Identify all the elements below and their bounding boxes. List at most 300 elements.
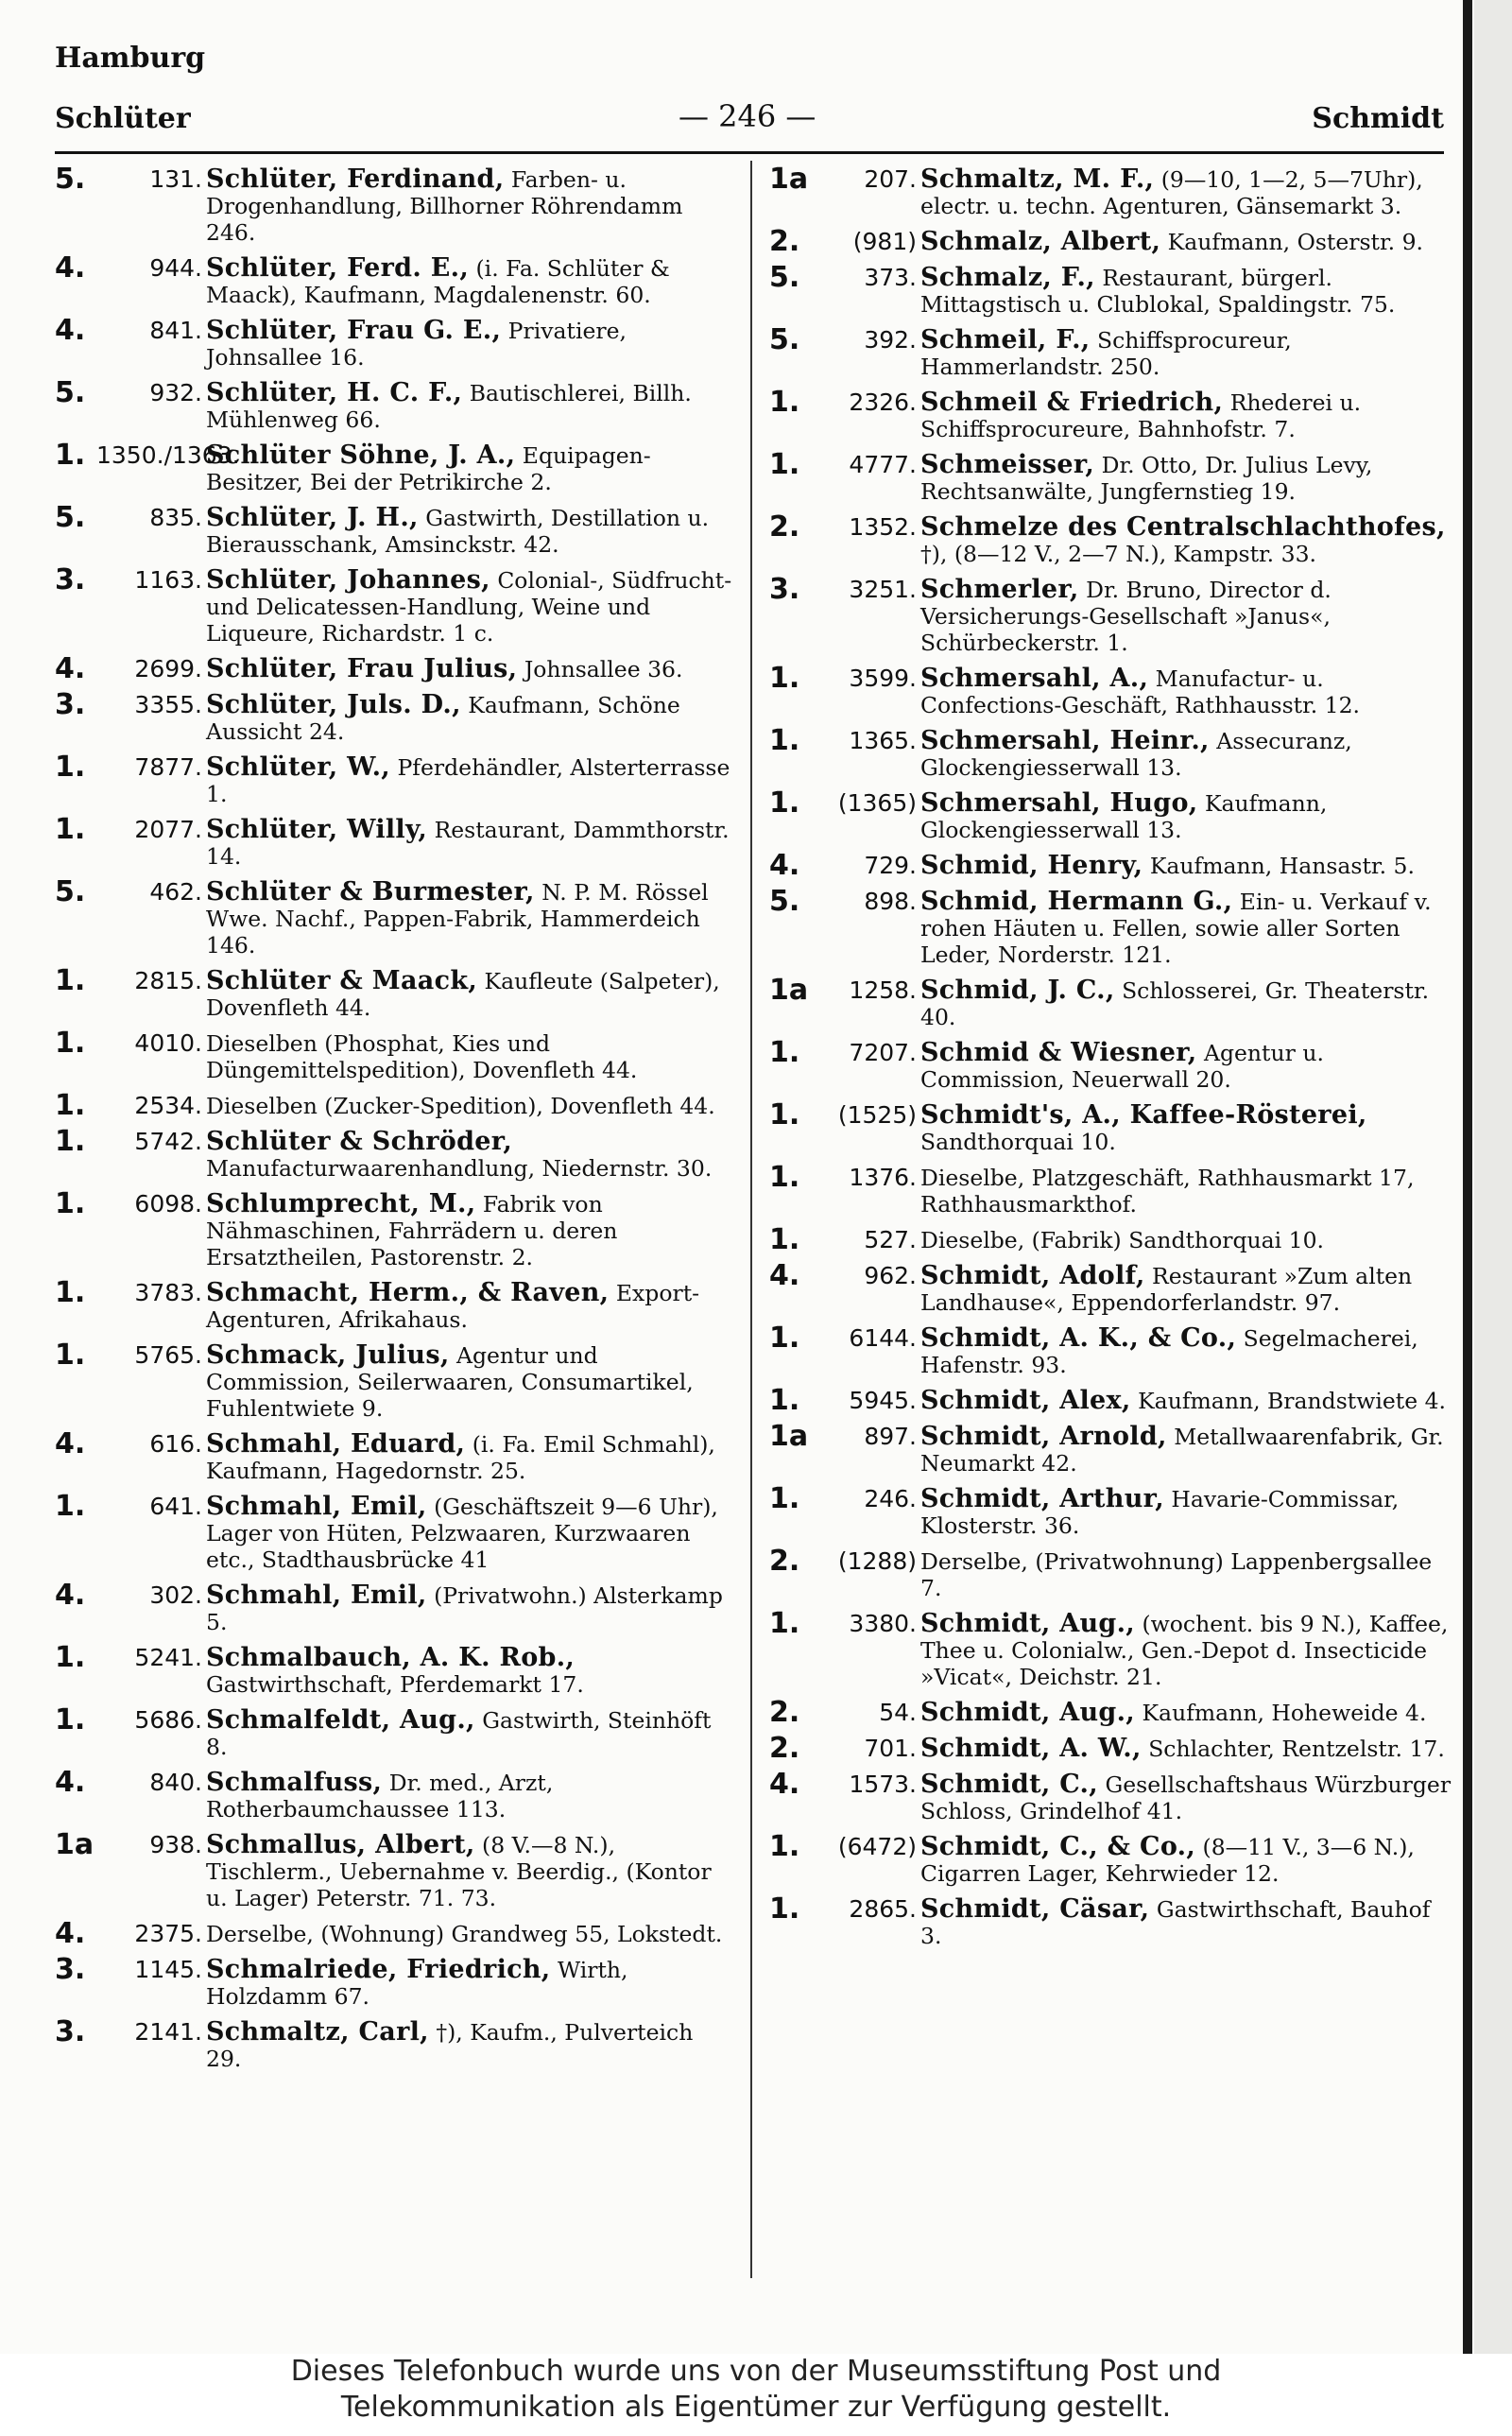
exchange-prefix: 1. xyxy=(55,439,86,472)
subscriber-details: Kaufmann, Osterstr. 9. xyxy=(1167,229,1424,255)
phone-number: 3355. xyxy=(134,691,202,718)
subscriber-details: Agentur und Commission, Seilerwaaren, Consumartikel, Fuhlentwiete 9. xyxy=(206,1342,694,1422)
directory-entry xyxy=(769,1482,1452,1539)
subscriber-name: Schmidt, Arthur, xyxy=(920,1484,1164,1513)
directory-entry xyxy=(55,1641,735,1698)
phone-number: 6098. xyxy=(134,1190,202,1218)
left-column xyxy=(55,163,735,2082)
directory-entry xyxy=(55,1766,735,1823)
phone-number: 898. xyxy=(864,888,917,915)
subscriber-name: Schmeil, F., xyxy=(920,325,1091,354)
subscriber-name: Schmacht, Herm., & Raven, xyxy=(206,1278,610,1307)
phone-number: 616. xyxy=(149,1430,202,1458)
subscriber-details: Restaurant »Zum alten Landhause«, Eppendorferlandstr. 97. xyxy=(920,1263,1413,1316)
phone-number: 701. xyxy=(864,1735,917,1762)
header-city: Hamburg xyxy=(55,42,206,75)
subscriber-name: Schlüter & Schröder, xyxy=(206,1127,513,1156)
subscriber-name: Schmidt, C., xyxy=(920,1770,1098,1799)
exchange-prefix: 4. xyxy=(55,314,86,347)
subscriber-details: (9—10, 1—2, 5—7Uhr), electr. u. techn. Agenturen, Gänsemarkt 3. xyxy=(920,166,1423,219)
exchange-prefix: 1. xyxy=(769,662,800,695)
subscriber-name: Schmeisser, xyxy=(920,450,1095,479)
directory-entry xyxy=(55,1276,735,1333)
exchange-prefix: 2. xyxy=(769,225,800,258)
exchange-prefix: 3. xyxy=(769,573,800,606)
exchange-prefix: 1. xyxy=(769,1098,800,1132)
phone-number: 1365. xyxy=(849,727,917,754)
exchange-prefix: 1. xyxy=(769,1482,800,1515)
phone-number: 207. xyxy=(864,165,917,193)
subscriber-details: Kaufleute (Salpeter), Dovenfleth 44. xyxy=(206,968,720,1021)
directory-entry xyxy=(55,1917,735,1950)
exchange-prefix: 1. xyxy=(55,1276,86,1309)
subscriber-details: Restaurant, bürgerl. Mittagstisch u. Clublokal, Spaldingstr. 75. xyxy=(920,265,1396,318)
subscriber-details: Dieselben (Zucker-Spedition), Dovenfleth 44. xyxy=(206,1093,715,1119)
subscriber-name: Schlüter, Frau G. E., xyxy=(206,316,502,345)
subscriber-name: Schmalriede, Friedrich, xyxy=(206,1955,551,1984)
footer-line-2: Telekommunikation als Eigentümer zur Verfügung gestellt. xyxy=(340,2391,1172,2424)
directory-entry xyxy=(769,261,1452,318)
exchange-prefix: 1. xyxy=(769,1607,800,1640)
directory-entry xyxy=(55,1187,735,1270)
phone-number: 938. xyxy=(149,1831,202,1858)
exchange-prefix: 4. xyxy=(55,652,86,685)
subscriber-details: Agentur u. Commission, Neuerwall 20. xyxy=(920,1040,1324,1093)
subscriber-details: Schiffsprocureur, Hammerlandstr. 250. xyxy=(920,327,1292,380)
exchange-prefix: 5. xyxy=(769,885,800,918)
subscriber-name: Schmallus, Albert, xyxy=(206,1830,475,1859)
subscriber-name: Schmid, Hermann G., xyxy=(920,887,1233,916)
phone-number: 2815. xyxy=(134,967,202,994)
exchange-prefix: 1. xyxy=(55,1490,86,1523)
directory-entry xyxy=(769,1607,1452,1690)
subscriber-details: (Geschäftszeit 9—6 Uhr), Lager von Hüten, Pelzwaaren, Kurzwaaren etc., Stadthausbrücke 41 xyxy=(206,1494,718,1573)
phone-number: 54. xyxy=(879,1699,917,1726)
directory-entry xyxy=(55,1089,735,1122)
directory-entry xyxy=(769,225,1452,258)
phone-number: 1573. xyxy=(849,1771,917,1798)
phone-number: 2141. xyxy=(134,2018,202,2046)
exchange-prefix: 2. xyxy=(769,510,800,544)
subscriber-details: Gesellschaftshaus Würzburger Schloss, Grindelhof 41. xyxy=(920,1771,1452,1824)
phone-number: 897. xyxy=(864,1423,917,1450)
subscriber-name: Schmeil & Friedrich, xyxy=(920,388,1224,417)
subscriber-details: (8—11 V., 3—6 N.), Cigarren Lager, Kehrwieder 12. xyxy=(920,1834,1415,1887)
subscriber-details: Colonial-, Südfrucht- und Delicatessen-Handlung, Weine und Liqueure, Richardstr. 1 c. xyxy=(206,567,732,647)
exchange-prefix: 1. xyxy=(55,1187,86,1220)
exchange-prefix: 1a xyxy=(769,974,809,1007)
subscriber-details: Rhederei u. Schiffsprocureure, Bahnhofstr. 7. xyxy=(920,389,1362,442)
subscriber-details: Dieselben (Phosphat, Kies und Düngemittelspedition), Dovenfleth 44. xyxy=(206,1030,638,1083)
directory-entry xyxy=(55,314,735,371)
exchange-prefix: 5. xyxy=(55,501,86,534)
subscriber-details: Metallwaarenfabrik, Gr. Neumarkt 42. xyxy=(920,1424,1444,1477)
exchange-prefix: 1. xyxy=(55,1703,86,1736)
subscriber-details: Schlosserei, Gr. Theaterstr. 40. xyxy=(920,977,1430,1030)
directory-entry xyxy=(769,1223,1452,1256)
phone-number: 3599. xyxy=(849,665,917,692)
exchange-prefix: 1. xyxy=(769,786,800,820)
subscriber-details: Havarie-Commissar, Klosterstr. 36. xyxy=(920,1486,1400,1539)
subscriber-name: Schlüter, Willy, xyxy=(206,815,428,844)
subscriber-name: Schmidt, A. W., xyxy=(920,1734,1142,1763)
subscriber-details: N. P. M. Rössel Wwe. Nachf., Pappen-Fabrik, Hammerdeich 146. xyxy=(206,879,709,959)
subscriber-details: (8 V.—8 N.), Tischlerm., Uebernahme v. Beerdig., (Kontor u. Lager) Peterstr. 71. 73. xyxy=(206,1832,712,1911)
subscriber-details: Manufactur- u. Confections-Geschäft, Rathhausstr. 12. xyxy=(920,665,1361,718)
exchange-prefix: 4. xyxy=(55,251,86,285)
subscriber-details: Sandthorquai 10. xyxy=(920,1129,1116,1155)
phone-number: 2375. xyxy=(134,1920,202,1947)
subscriber-name: Schlüter, Ferd. E., xyxy=(206,253,470,283)
phone-number: 302. xyxy=(149,1581,202,1609)
directory-entry xyxy=(769,1768,1452,1824)
phone-number: (981) xyxy=(852,228,917,255)
subscriber-details: Restaurant, Dammthorstr. 14. xyxy=(206,817,730,870)
subscriber-name: Schlüter, Juls. D., xyxy=(206,690,461,719)
subscriber-details: Johnsallee 36. xyxy=(524,656,683,682)
directory-entry xyxy=(55,376,735,433)
directory-entry xyxy=(55,1828,735,1911)
phone-number: 4010. xyxy=(134,1029,202,1057)
subscriber-details: Schlachter, Rentzelstr. 17. xyxy=(1148,1736,1445,1762)
exchange-prefix: 1. xyxy=(769,1161,800,1194)
phone-number: 2534. xyxy=(134,1092,202,1119)
subscriber-details: (i. Fa. Schlüter & Maack), Kaufmann, Magdalenenstr. 60. xyxy=(206,255,670,308)
exchange-prefix: 1a xyxy=(55,1828,94,1861)
exchange-prefix: 3. xyxy=(55,2015,86,2048)
exchange-prefix: 4. xyxy=(55,1766,86,1799)
scan-margin xyxy=(1474,0,1512,2354)
exchange-prefix: 2. xyxy=(769,1696,800,1729)
subscriber-details: Gastwirthschaft, Pferdemarkt 17. xyxy=(206,1671,584,1698)
phone-number: 4777. xyxy=(849,451,917,478)
phone-number: 1258. xyxy=(849,976,917,1004)
phone-number: 131. xyxy=(149,165,202,193)
subscriber-details: Derselbe, (Privatwohnung) Lappenbergsallee 7. xyxy=(920,1548,1433,1601)
phone-number: 641. xyxy=(149,1493,202,1520)
subscriber-name: Schmersahl, A., xyxy=(920,664,1149,693)
subscriber-name: Schmahl, Eduard, xyxy=(206,1429,466,1459)
directory-entry xyxy=(55,1579,735,1635)
phone-number: 841. xyxy=(149,317,202,344)
subscriber-details: Kaufmann, Glockengiesserwall 13. xyxy=(920,790,1328,843)
exchange-prefix: 1. xyxy=(769,448,800,481)
subscriber-details: Dieselbe, Platzgeschäft, Rathhausmarkt 17, Rathhausmarkthof. xyxy=(920,1165,1415,1218)
column-divider xyxy=(750,161,752,2278)
exchange-prefix: 1. xyxy=(55,751,86,784)
exchange-prefix: 2. xyxy=(769,1545,800,1578)
directory-entry xyxy=(55,501,735,558)
subscriber-details: Segelmacherei, Hafenstr. 93. xyxy=(920,1325,1418,1378)
exchange-prefix: 1. xyxy=(55,1027,86,1060)
directory-entry xyxy=(769,1420,1452,1477)
phone-number: 962. xyxy=(864,1262,917,1289)
directory-entry xyxy=(55,688,735,745)
phone-number: 2699. xyxy=(134,655,202,682)
subscriber-details: Ein- u. Verkauf v. rohen Häuten u. Fellen, sowie aller Sorten Leder, Norderstr. 121. xyxy=(920,889,1432,968)
directory-entry xyxy=(55,1490,735,1573)
directory-entry xyxy=(769,448,1452,505)
header-row xyxy=(55,98,1444,144)
subscriber-details: (wochent. bis 9 N.), Kaffee, Thee u. Colonialw., Gen.-Depot d. Insecticide »Vicat«, Deichstr. 21. xyxy=(920,1611,1449,1690)
phone-number: 5945. xyxy=(849,1387,917,1414)
directory-entry xyxy=(55,2015,735,2072)
exchange-prefix: 4. xyxy=(55,1579,86,1612)
directory-entry xyxy=(769,1545,1452,1601)
subscriber-details: Bautischlerei, Billh. Mühlenweg 66. xyxy=(206,380,692,433)
subscriber-name: Schmalfuss, xyxy=(206,1768,383,1797)
subscriber-details: Dieselbe, (Fabrik) Sandthorquai 10. xyxy=(920,1227,1324,1253)
directory-entry xyxy=(769,163,1452,219)
directory-entry xyxy=(769,786,1452,843)
directory-entry xyxy=(769,974,1452,1030)
subscriber-name: Schlüter, Ferdinand, xyxy=(206,164,505,194)
phone-number: 7207. xyxy=(849,1039,917,1066)
phone-number: (6472) xyxy=(837,1833,917,1860)
subscriber-name: Schmid, J. C., xyxy=(920,976,1115,1005)
subscriber-name: Schlüter, J. H., xyxy=(206,503,419,532)
subscriber-name: Schmidt, Arnold, xyxy=(920,1422,1167,1451)
header-right-word: Schmidt xyxy=(1312,102,1444,135)
directory-entry xyxy=(769,1036,1452,1093)
phone-number: 392. xyxy=(864,326,917,354)
subscriber-name: Schlumprecht, M., xyxy=(206,1189,476,1218)
subscriber-details: Dr. med., Arzt, Rotherbaumchaussee 113. xyxy=(206,1770,554,1823)
directory-entry xyxy=(769,1732,1452,1765)
subscriber-name: Schlüter, W., xyxy=(206,752,390,782)
exchange-prefix: 1. xyxy=(55,964,86,997)
directory-entry xyxy=(769,323,1452,380)
phone-number: 1376. xyxy=(849,1164,917,1191)
exchange-prefix: 3. xyxy=(55,688,86,721)
subscriber-details: Fabrik von Nähmaschinen, Fahrrädern u. deren Ersatztheilen, Pastorenstr. 2. xyxy=(206,1191,618,1270)
phone-number: 729. xyxy=(864,852,917,879)
phone-number: 2077. xyxy=(134,816,202,843)
phone-number: 5742. xyxy=(134,1128,202,1155)
exchange-prefix: 2. xyxy=(769,1732,800,1765)
exchange-prefix: 1. xyxy=(55,1089,86,1122)
subscriber-details: Kaufmann, Brandstwiete 4. xyxy=(1138,1388,1447,1414)
subscriber-details: Gastwirth, Steinhöft 8. xyxy=(206,1707,712,1760)
subscriber-details: Kaufmann, Hoheweide 4. xyxy=(1142,1700,1427,1726)
directory-entry xyxy=(769,510,1452,567)
page-number: — 246 — xyxy=(679,98,816,134)
subscriber-name: Schmidt, Cäsar, xyxy=(920,1894,1150,1924)
phone-number: 835. xyxy=(149,504,202,531)
right-column xyxy=(769,163,1452,1959)
subscriber-details: Gastwirthschaft, Bauhof 3. xyxy=(920,1896,1431,1949)
directory-entry xyxy=(55,1339,735,1422)
subscriber-details: Farben- u. Drogenhandlung, Billhorner Röhrendamm 246. xyxy=(206,166,683,246)
exchange-prefix: 1a xyxy=(769,163,809,196)
subscriber-name: Schmidt, Aug., xyxy=(920,1698,1136,1727)
directory-entry xyxy=(55,163,735,246)
exchange-prefix: 1a xyxy=(769,1420,809,1453)
directory-entry xyxy=(55,751,735,807)
directory-entry xyxy=(769,573,1452,656)
subscriber-details: Dr. Bruno, Director d. Versicherungs-Gesellschaft »Janus«, Schürbeckerstr. 1. xyxy=(920,577,1332,656)
phone-number: 5765. xyxy=(134,1341,202,1369)
subscriber-details: Kaufmann, Hansastr. 5. xyxy=(1149,853,1415,879)
subscriber-name: Schmalz, F., xyxy=(920,263,1095,292)
directory-entry xyxy=(55,652,735,685)
exchange-prefix: 5. xyxy=(55,875,86,908)
subscriber-name: Schmidt, A. K., & Co., xyxy=(920,1323,1237,1353)
subscriber-name: Schlüter, Johannes, xyxy=(206,565,490,595)
directory-entry xyxy=(55,964,735,1021)
directory-entry xyxy=(769,885,1452,968)
page-edge xyxy=(1463,0,1472,2354)
subscriber-details: †), Kaufm., Pulverteich 29. xyxy=(206,2019,694,2072)
exchange-prefix: 1. xyxy=(769,1384,800,1417)
subscriber-name: Schmidt, Aug., xyxy=(920,1609,1136,1638)
exchange-prefix: 4. xyxy=(55,1427,86,1460)
subscriber-name: Schlüter Söhne, J. A., xyxy=(206,441,516,470)
phone-number: 3380. xyxy=(849,1610,917,1637)
directory-entry xyxy=(769,386,1452,442)
exchange-prefix: 1. xyxy=(769,1322,800,1355)
subscriber-name: Schlüter & Maack, xyxy=(206,966,478,995)
exchange-prefix: 4. xyxy=(55,1917,86,1950)
subscriber-name: Schmidt, Adolf, xyxy=(920,1261,1145,1290)
directory-entry xyxy=(769,1892,1452,1949)
exchange-prefix: 5. xyxy=(55,163,86,196)
phone-number: 5241. xyxy=(134,1644,202,1671)
subscriber-name: Schmalz, Albert, xyxy=(920,227,1161,256)
phone-number: 462. xyxy=(149,878,202,906)
directory-entry xyxy=(55,1427,735,1484)
exchange-prefix: 1. xyxy=(769,1036,800,1069)
subscriber-name: Schmelze des Centralschlachthofes, xyxy=(920,512,1446,542)
exchange-prefix: 4. xyxy=(769,849,800,882)
directory-entry xyxy=(769,1259,1452,1316)
subscriber-name: Schmidt, C., & Co., xyxy=(920,1832,1196,1861)
subscriber-name: Schlüter & Burmester, xyxy=(206,877,535,907)
subscriber-name: Schmid, Henry, xyxy=(920,851,1143,880)
directory-entry xyxy=(55,875,735,959)
phone-number: 2865. xyxy=(849,1895,917,1923)
phone-number: 246. xyxy=(864,1485,917,1512)
phone-number: 1145. xyxy=(134,1956,202,1983)
directory-entry xyxy=(769,1161,1452,1218)
subscriber-name: Schmerler, xyxy=(920,575,1079,604)
directory-entry xyxy=(55,439,735,495)
exchange-prefix: 4. xyxy=(769,1259,800,1292)
subscriber-details: Gastwirth, Destillation u. Bierausschank, Amsinckstr. 42. xyxy=(206,505,710,558)
directory-entry xyxy=(55,1703,735,1760)
directory-entry xyxy=(769,1098,1452,1155)
exchange-prefix: 3. xyxy=(55,563,86,596)
phone-number: 1352. xyxy=(849,513,917,541)
phone-number: (1365) xyxy=(837,789,917,817)
subscriber-details: Manufacturwaarenhandlung, Niedernstr. 30. xyxy=(206,1155,713,1182)
exchange-prefix: 1. xyxy=(769,1830,800,1863)
exchange-prefix: 1. xyxy=(769,724,800,757)
subscriber-name: Schmack, Julius, xyxy=(206,1340,450,1370)
exchange-prefix: 1. xyxy=(769,1223,800,1256)
exchange-prefix: 5. xyxy=(55,376,86,409)
exchange-prefix: 5. xyxy=(769,261,800,294)
directory-entry xyxy=(55,1125,735,1182)
subscriber-details: Wirth, Holzdamm 67. xyxy=(206,1957,628,2010)
phone-number: 7877. xyxy=(134,753,202,781)
subscriber-name: Schmaltz, M. F., xyxy=(920,164,1155,194)
exchange-prefix: 1. xyxy=(769,1892,800,1926)
phone-number: 944. xyxy=(149,254,202,282)
subscriber-name: Schmid & Wiesner, xyxy=(920,1038,1197,1067)
directory-entry xyxy=(769,1830,1452,1887)
header-left-word: Schlüter xyxy=(55,102,191,135)
exchange-prefix: 3. xyxy=(55,1953,86,1986)
phone-number: 6144. xyxy=(849,1324,917,1352)
exchange-prefix: 1. xyxy=(55,1125,86,1158)
phone-number: (1525) xyxy=(837,1101,917,1129)
exchange-prefix: 1. xyxy=(55,1339,86,1372)
exchange-prefix: 5. xyxy=(769,323,800,356)
directory-entry xyxy=(55,813,735,870)
subscriber-details: Export-Agenturen, Afrikahaus. xyxy=(206,1280,700,1333)
subscriber-name: Schmahl, Emil, xyxy=(206,1581,427,1610)
phone-number: 2326. xyxy=(849,389,917,416)
directory-entry xyxy=(55,563,735,647)
subscriber-details: Dr. Otto, Dr. Julius Levy, Rechtsanwälte, Jungfernstieg 19. xyxy=(920,452,1373,505)
subscriber-name: Schmidt, Alex, xyxy=(920,1386,1131,1415)
phone-number: 3251. xyxy=(849,576,917,603)
subscriber-name: Schmalbauch, A. K. Rob., xyxy=(206,1643,576,1672)
subscriber-details: Pferdehändler, Alsterterrasse 1. xyxy=(206,754,730,807)
directory-entry xyxy=(55,1027,735,1083)
subscriber-name: Schlüter, Frau Julius, xyxy=(206,654,518,683)
directory-entry xyxy=(55,1953,735,2010)
directory-entry xyxy=(55,251,735,308)
subscriber-name: Schlüter, H. C. F., xyxy=(206,378,463,407)
exchange-prefix: 1. xyxy=(769,386,800,419)
phone-number: 932. xyxy=(149,379,202,406)
subscriber-name: Schmaltz, Carl, xyxy=(206,2017,429,2047)
subscriber-details: Kaufmann, Schöne Aussicht 24. xyxy=(206,692,680,745)
phone-number: 5686. xyxy=(134,1706,202,1734)
phone-number: 1163. xyxy=(134,566,202,594)
exchange-prefix: 1. xyxy=(55,813,86,846)
phone-number: 840. xyxy=(149,1769,202,1796)
subscriber-details: (Privatwohn.) Alsterkamp 5. xyxy=(206,1582,723,1635)
phone-number: 3783. xyxy=(134,1279,202,1306)
subscriber-details: Derselbe, (Wohnung) Grandweg 55, Lokstedt. xyxy=(206,1921,723,1947)
directory-entry xyxy=(769,849,1452,882)
exchange-prefix: 1. xyxy=(55,1641,86,1674)
phone-number: 527. xyxy=(864,1226,917,1253)
phone-number: 373. xyxy=(864,264,917,291)
directory-entry xyxy=(769,1696,1452,1729)
subscriber-details: Equipagen-Besitzer, Bei der Petrikirche 2. xyxy=(206,442,651,495)
subscriber-details: (i. Fa. Emil Schmahl), Kaufmann, Hagedornstr. 25. xyxy=(206,1431,715,1484)
phone-number: (1288) xyxy=(837,1547,917,1575)
subscriber-name: Schmahl, Emil, xyxy=(206,1492,427,1521)
directory-entry xyxy=(769,1384,1452,1417)
directory-entry xyxy=(769,1322,1452,1378)
header-rule xyxy=(55,151,1444,154)
exchange-prefix: 4. xyxy=(769,1768,800,1801)
footer-notice xyxy=(0,2354,1512,2436)
directory-entry xyxy=(769,662,1452,718)
subscriber-details: Assecuranz, Glockengiesserwall 13. xyxy=(920,728,1352,781)
phone-number: 1350./1363. xyxy=(96,441,240,469)
footer-line-1: Dieses Telefonbuch wurde uns von der Museumsstiftung Post und xyxy=(290,2355,1222,2388)
subscriber-name: Schmersahl, Hugo, xyxy=(920,788,1198,818)
subscriber-details: Privatiere, Johnsallee 16. xyxy=(206,318,627,371)
subscriber-details: †), (8—12 V., 2—7 N.), Kampstr. 33. xyxy=(920,541,1316,567)
directory-entry xyxy=(769,724,1452,781)
